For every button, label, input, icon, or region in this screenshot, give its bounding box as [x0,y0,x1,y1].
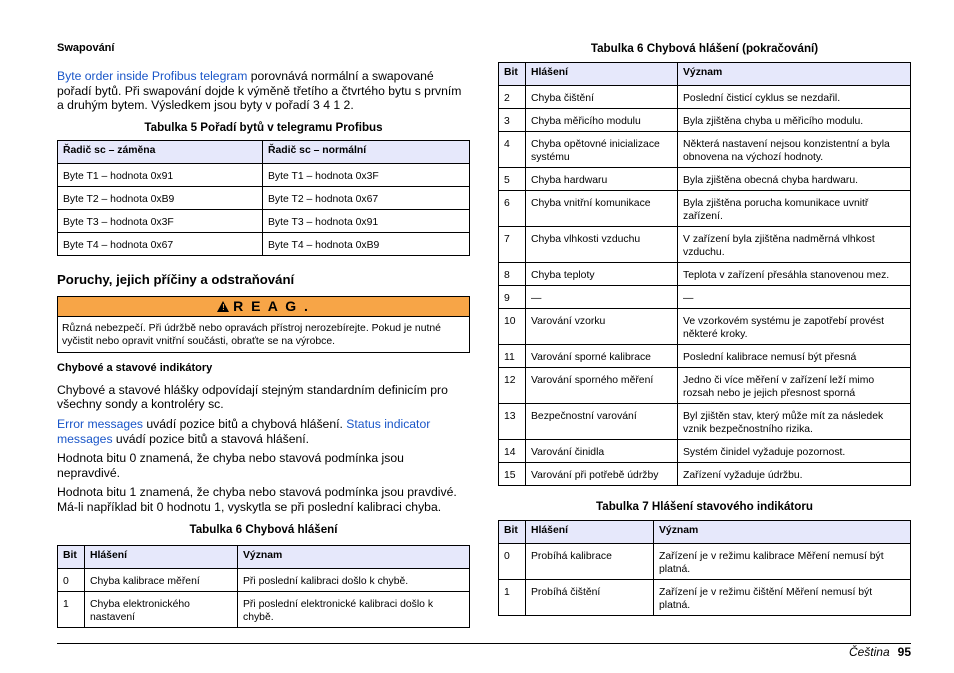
table-cell: Zařízení je v režimu čištění Měření nemusí být platná. [654,580,911,616]
table-row [499,168,911,191]
table-row [499,86,911,109]
table-cell: Varování sporného měření [526,368,678,404]
table-cell: Byte T1 – hodnota 0x3F [263,163,470,186]
table-cell: Zařízení vyžaduje údržbu. [678,463,911,486]
table-cell: Chyba měřicího modulu [526,109,678,132]
table6-header: Bit [58,545,85,568]
table-cell: Chyba hardwaru [526,168,678,191]
warning-title: R E A G . [233,297,310,314]
table-cell: Byte T4 – hodnota 0xB9 [263,232,470,255]
paragraph-3: Hodnota bitu 0 znamená, že chyba nebo stavová podmínka jsou nepravdivé. [57,451,404,480]
table5-caption: Tabulka 5 Pořadí bytů v telegramu Profibus [144,120,383,134]
table-row [499,580,911,616]
table-cell: Byla zjištěna porucha komunikace uvnitř zařízení. [678,191,911,227]
table-cell: Při poslední elektronické kalibraci došlo k chybě. [238,591,470,627]
table-row [499,463,911,486]
table-row [499,132,911,168]
table-cell: Byla zjištěna chyba u měřicího modulu. [678,109,911,132]
table-cell: Varování při potřebě údržby [526,463,678,486]
table6cont-caption: Tabulka 6 Chybová hlášení (pokračování) [590,42,819,55]
table-cell: Varování sporné kalibrace [526,345,678,368]
table-cell: Byte T2 – hodnota 0xB9 [58,186,263,209]
table-row [58,163,470,186]
table-cell: 15 [499,463,526,486]
table-row [58,209,470,232]
table-cell: Byl zjištěn stav, který může mít za následek vznik bezpečnostního rizika. [678,404,911,440]
paragraph-2-text: uvádí pozice bitů a chybová hlášení. [143,416,347,431]
table-row [499,345,911,368]
table-cell: Byte T3 – hodnota 0x3F [58,209,263,232]
table5-header: Řadič sc – záměna [58,140,263,163]
table-cell: Probíhá čištění [526,580,654,616]
table-cell: Varování vzorku [526,309,678,345]
section-title-swap: Swapování [57,42,115,54]
table-row [58,568,470,591]
table-cell: Některá nastavení nejsou konzistentní a byla obnovena na výchozí hodnoty. [678,132,911,168]
table-cell: Systém činidel vyžaduje pozornost. [678,440,911,463]
swap-paragraph [57,69,470,113]
table-cell: Byte T3 – hodnota 0x91 [263,209,470,232]
paragraph-4: Hodnota bitu 1 znamená, že chyba nebo stavová podmínka jsou pravdivé. Má-li například bit 0 hodnotu 1, vyskytla se při poslední kalibraci chyba. [57,485,457,514]
table-cell: — [678,286,911,309]
table6cont-header: Bit [499,63,526,86]
table-cell: Poslední čisticí cyklus se nezdařil. [678,86,911,109]
table-cell: 12 [499,368,526,404]
left-column [57,42,470,628]
table-cell: 11 [499,345,526,368]
link-byte-order[interactable]: Byte order inside Profibus telegram [57,69,248,83]
table-cell: Byla zjištěna obecná chyba hardwaru. [678,168,911,191]
table6 [57,545,470,628]
table-cell: Jedno či více měření v zařízení leží mimo rozsah nebo je jejich přesnost sporná [678,368,911,404]
table-cell: 13 [499,404,526,440]
footer [849,645,911,659]
swap-text: porovnává normální a swapované pořadí bytů. Při swapování dojde k výměně třetího a čtvrtého bytu s prvním a druhým bytem. Výsledkem jsou byty v pořadí 3 4 1 2. [57,69,462,113]
link-status-indicator-messages[interactable]: Status indicator messages [57,416,431,446]
table-row [499,544,911,580]
footer-rule [57,643,911,644]
table-cell: Chyba kalibrace měření [85,568,238,591]
table7-caption: Tabulka 7 Hlášení stavového indikátoru [596,500,813,513]
table-cell: 5 [499,168,526,191]
subsection-heading-indicators: Chybové a stavové indikátory [57,361,213,374]
table-row [499,404,911,440]
table-cell: 0 [499,544,526,580]
table-cell: Chyba vnitřní komunikace [526,191,678,227]
table-cell: 2 [499,86,526,109]
table-row [499,109,911,132]
paragraph-2 [57,417,470,446]
table7-header: Význam [654,521,911,544]
table5 [57,140,470,256]
table-row [499,227,911,263]
table-cell: Poslední kalibrace nemusí být přesná [678,345,911,368]
table-row [499,286,911,309]
table-cell: 10 [499,309,526,345]
paragraph-2-end: uvádí pozice bitů a stavová hlášení. [112,431,310,446]
table7-header: Bit [499,521,526,544]
table-cell: Chyba opětovné inicializace systému [526,132,678,168]
warning-header [57,296,470,317]
table-cell: 14 [499,440,526,463]
table6-header: Hlášení [85,545,238,568]
table5-header: Řadič sc – normální [263,140,470,163]
table-cell: 3 [499,109,526,132]
table-cell: 1 [499,580,526,616]
table-cell: Teplota v zařízení přesáhla stanovenou mez. [678,263,911,286]
table-cell: Varování činidla [526,440,678,463]
table6-header: Význam [238,545,470,568]
table-cell: Chyba čištění [526,86,678,109]
table-cell: Bezpečnostní varování [526,404,678,440]
table-cell: V zařízení byla zjištěna nadměrná vlhkost vzduchu. [678,227,911,263]
right-column [498,42,911,616]
table-cell: Byte T1 – hodnota 0x91 [58,163,263,186]
table-row [58,591,470,627]
table-row [499,263,911,286]
table-cell: Při poslední kalibraci došlo k chybě. [238,568,470,591]
paragraph-1: Chybové a stavové hlášky odpovídají stejným standardním definicím pro všechny sondy a kontroléry sc. [57,382,448,412]
table-cell: 9 [499,286,526,309]
table-row [499,368,911,404]
table-cell: Chyba vlhkosti vzduchu [526,227,678,263]
table-cell: Probíhá kalibrace [526,544,654,580]
footer-language: Čeština [848,645,890,659]
table-cell: Byte T2 – hodnota 0x67 [263,186,470,209]
table-cell: 0 [58,568,85,591]
table-row [58,186,470,209]
table-cell: 4 [499,132,526,168]
table-cell: Zařízení je v režimu kalibrace Měření nemusí být platná. [654,544,911,580]
table6cont-header: Význam [678,63,911,86]
table-row [58,232,470,255]
table-cell: Chyba teploty [526,263,678,286]
table-row [499,440,911,463]
table-cell: 7 [499,227,526,263]
table-cell: 6 [499,191,526,227]
table7 [498,520,911,616]
table-cell: — [526,286,678,309]
table6cont-header: Hlášení [526,63,678,86]
table6-continued [498,62,911,486]
table-row [499,309,911,345]
warning-triangle-icon: ! [217,301,229,312]
table7-header: Hlášení [526,521,654,544]
table-cell: 1 [58,591,85,627]
page-number: 95 [897,645,911,659]
warning-text: Různá nebezpečí. Při údržbě nebo opravách přístroj nerozebírejte. Pokud je nutné vyčistit nebo opravit vnitřní součásti, obraťte se na výrobce. [57,317,470,353]
section-heading-troubleshooting: Poruchy, jejich příčiny a odstraňování [57,271,295,287]
table-cell: Ve vzorkovém systému je zapotřebí provést některé kroky. [678,309,911,345]
table-cell: 8 [499,263,526,286]
table6-caption: Tabulka 6 Chybová hlášení [189,522,338,536]
link-error-messages[interactable]: Error messages [57,416,144,431]
table-row [499,191,911,227]
table-cell: Byte T4 – hodnota 0x67 [58,232,263,255]
table-cell: Chyba elektronického nastavení [85,591,238,627]
